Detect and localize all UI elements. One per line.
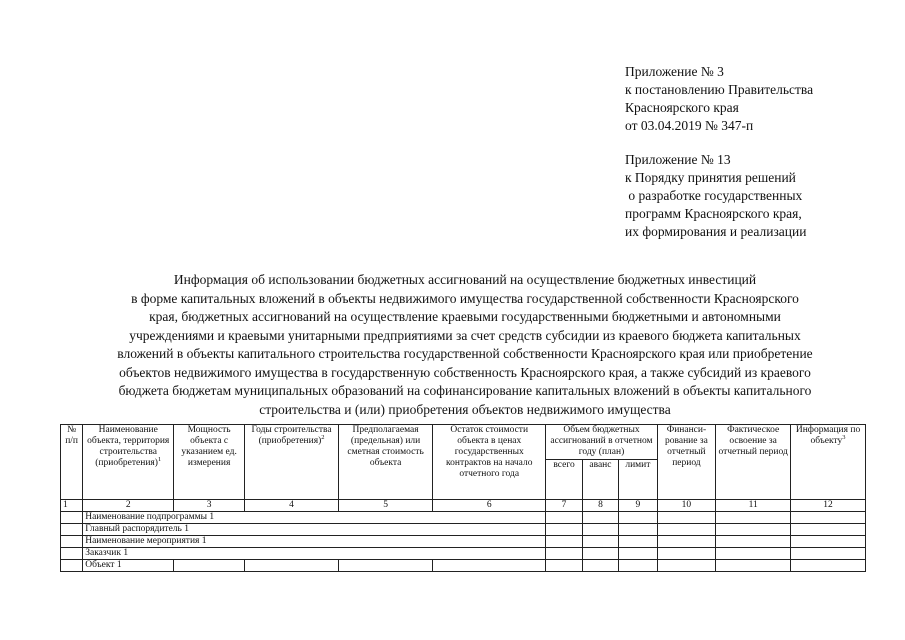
header-actual: Фактическое освоение за отчетный период [716, 425, 791, 500]
column-number: 4 [245, 500, 339, 512]
column-number: 12 [791, 500, 866, 512]
header-budget-advance: аванс [582, 460, 618, 500]
title-line: строительства и (или) приобретения объектов недвижимого имущества [259, 401, 671, 417]
column-number: 10 [657, 500, 716, 512]
table-row [61, 548, 866, 560]
row-label-subprogram: Наименование подпрограммы 1 [83, 512, 546, 524]
appendix-main-line: от 03.04.2019 № 347-п [625, 118, 754, 133]
title-line: бюджета бюджетам муниципальных образований на софинансирование капитальных вложений в объекты капитального [118, 383, 812, 398]
appendix-sub-line: Приложение № 13 [625, 152, 731, 167]
title-line: Информация об использовании бюджетных ассигнований на осуществление бюджетных инвестиций [173, 272, 757, 287]
appendix-main-block [625, 63, 813, 135]
title-line: учреждениями и краевыми унитарными предприятиями за счет средств субсидии из краевого бюджета капитальных [129, 327, 801, 343]
table-row [61, 524, 866, 536]
column-number: 11 [716, 500, 791, 512]
column-number: 2 [83, 500, 174, 512]
header-budget-volume: Объем бюджетных ассигнований в отчетном году (план) [546, 425, 657, 460]
title-line: края, бюджетных ассигнований на осуществление краевыми государственными бюджетными и автономными [149, 309, 781, 324]
column-number: 3 [174, 500, 245, 512]
header-capacity: Мощность объекта с указанием ед. измерения [174, 425, 245, 500]
column-number: 7 [546, 500, 582, 512]
appendix-sub-line: к Порядку принятия решений [625, 170, 796, 185]
column-number: 9 [619, 500, 657, 512]
row-label-main-manager: Главный распорядитель 1 [83, 524, 546, 536]
header-budget-limit: лимит [619, 460, 657, 500]
column-number: 6 [433, 500, 546, 512]
appendix-sub-line: их формирования и реализации [625, 224, 807, 239]
header-estimated-cost: Предполагаемая (предельная) или сметная стоимость объекта [339, 425, 433, 500]
header-num: № п/п [61, 425, 83, 500]
row-label-customer: Заказчик 1 [83, 548, 546, 560]
table-row [61, 560, 866, 572]
column-number-row [61, 500, 866, 512]
header-object-name: Наименование объекта, территория строительства (приобретения)$^1$ [83, 425, 174, 500]
table-row [61, 512, 866, 524]
appendix-sub-line: о разработке государственных [625, 188, 803, 203]
row-label-object: Объект 1 [83, 560, 174, 572]
title-line: в форме капитальных вложений в объекты недвижимого имущества государственной собственности Красноярского [131, 290, 799, 306]
row-label-activity: Наименование мероприятия 1 [83, 536, 546, 548]
appendix-sub-block [625, 151, 806, 241]
investment-table [60, 424, 866, 572]
document-title [60, 271, 870, 419]
header-budget-total: всего [546, 460, 582, 500]
header-info: Информация по объекту$^3$ [791, 425, 866, 500]
header-years: Годы строительства (приобретения)$^2$ [245, 425, 339, 500]
appendix-sub-line: программ Красноярского края, [625, 206, 802, 221]
header-financing: Финанси-рование за отчетный период [657, 425, 716, 500]
column-number: 5 [339, 500, 433, 512]
column-number: 8 [582, 500, 618, 512]
title-line: объектов недвижимого имущества в государственную собственность Красноярского края, а также субсидий из краевого [119, 364, 811, 380]
title-line: вложений в объекты капитального строительства государственной собственности Красноярского края или приобретение [117, 346, 813, 361]
appendix-main-line: Красноярского края [625, 100, 739, 115]
appendix-main-line: к постановлению Правительства [625, 82, 814, 97]
header-remaining-cost: Остаток стоимости объекта в ценах государственных контрактов на начало отчетного года [433, 425, 546, 500]
appendix-main-line: Приложение № 3 [625, 64, 724, 79]
column-number: 1 [61, 500, 83, 512]
table-row [61, 536, 866, 548]
